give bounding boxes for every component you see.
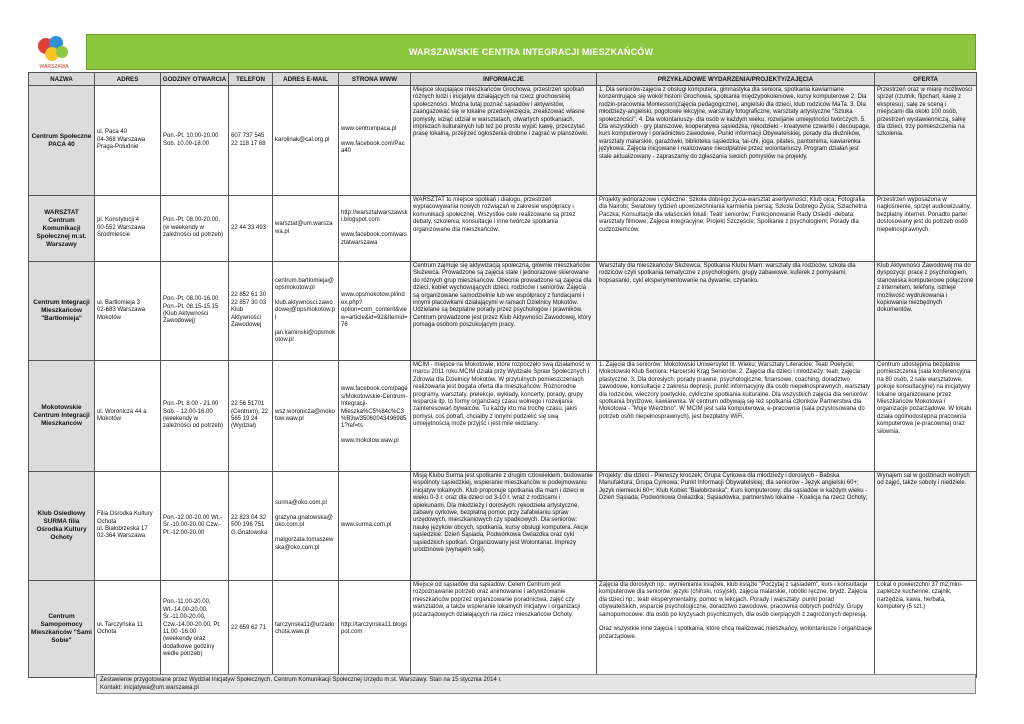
header-cell: STRONA WWW bbox=[339, 73, 411, 86]
table-row bbox=[29, 472, 977, 581]
hours-cell: Pon.-Pt. 08.00-20.00, (w weekendy w zależności od potrzeb) bbox=[161, 196, 229, 262]
address-cell: ul. Paca 40 04-368 Warszawa Praga-Południe bbox=[95, 86, 161, 196]
table-row bbox=[29, 196, 977, 262]
centers-table bbox=[28, 72, 977, 678]
table-row bbox=[29, 361, 977, 472]
name-cell: WARSZTAT Centrum Komunikacji Społecznej m.st. Warszawy bbox=[29, 196, 95, 262]
info-cell: Miejsce od sąsiadów dla sąsiadów. Celem Centrum jest rozpoznawanie potrzeb oraz animowanie i aktywizowanie mieszkańców poprzez organizowanie poradnictwa, zajęć czy warsztatów, a także wspieranie lokalnych inicjatyw i organizacji pozarządowych działających na rzecz mieszkańców Ochoty. bbox=[411, 581, 597, 678]
info-cell: WARSZTAT to miejsce spotkań i dialogu, przestrzeń wypracowywania nowych rozwiązań w zakresie współpracy i komunikacji społecznej. Wszystkie cele realizowane są przez debaty, szkolenia, konsultacje i inne twórcze spotkania organizowane dla mieszkańców. bbox=[411, 196, 597, 262]
offer-cell: Lokal o powierzchni 37 m2,mini-zaplecze kuchenne, czajnik, narzędzia, kawa, herbata, komputery (5 szt.) bbox=[875, 581, 977, 678]
www-cell[interactable]: www.facebook.com/pages/Mokotowskie-Centrum-Integracji-Mieszka%C5%84c%C3%B3w/350600434969851?ref=ts www.mokotow.waw.pl bbox=[339, 361, 411, 472]
name-cell: Klub Osiedlowy SURMA filia Ośrodka Kultury Ochoty bbox=[29, 472, 95, 581]
header-cell: INFORMACJE bbox=[411, 73, 597, 86]
address-cell: ul. Tarczyńska 11 Ochota bbox=[95, 581, 161, 678]
name-cell: Mokotowskie Centrum Integracji Mieszkańców bbox=[29, 361, 95, 472]
hours-cell: Pon.-Pt. 8.00 - 21.00 Sob. - 12.00-16.00 (weekendy w zależności od potrzeb) bbox=[161, 361, 229, 472]
footer-credit: Zestawienie przygotowane przez Wydział Inicjatyw Społecznych, Centrum Komunikacji Społecznej Urzędu m.st. Warszawy. Stan na 15 stycznia 2014 r. bbox=[100, 677, 502, 683]
events-cell: Projekty: dla dzieci - Pierwszy kroczek; Grupa Cyrkowa dla młodzieży i dorosłych - Babska Manufaktura; Grupa Cyrkowa; Punkt Informacji Obywatelskiej; dla seniorów - Język angielski 60+; Język niemiecki 60+; Klub Kobiet "Białobrzeska"; Kurs komputerowy; dla sąsiadów w każdym wieku - Dzień Sąsiada; Podwórkowa Gwiazdka; Sąsiadówka, partnerstwo lokalne - Koalicja na rzecz Ochoty; bbox=[597, 472, 875, 581]
phone-cell: 22 44 33 493 bbox=[229, 196, 273, 262]
phone-cell: 22 659 62 71 bbox=[229, 581, 273, 678]
www-cell[interactable]: www.centrumpaca.pl www.facebook.com/Paca40 bbox=[339, 86, 411, 196]
offer-cell: Klub Aktywności Zawodowej ma do dyspozycji: pracę z psychologiem, stanowiska komputerowe połączone z internetem, telefony, istnieje możliwość wydrukowania i kopiowania niezbędnych dokumentów. bbox=[875, 262, 977, 361]
hours-cell: Pon.-Pt. 08.00-16.00 Pon.-Pt. 08.15-15.15 (Klub Aktywności Zawodowej) bbox=[161, 262, 229, 361]
email-cell[interactable]: warsztat@um.warszawa.pl bbox=[273, 196, 339, 262]
table-row bbox=[29, 581, 977, 678]
name-cell: Centrum Społeczne PACA 40 bbox=[29, 86, 95, 196]
offer-cell: Przestrzeń wyposażona w nagłośnienie, sprzęt audiowizualny, bezpłatny internet. Ponadto parter dostosowany jest do potrzeb osób niepełnosprawnych. bbox=[875, 196, 977, 262]
offer-cell: Centrum udostępnia bezpłatnie pomieszczenia (sala konferencyjna na 80 osób, 2 sale warsztatowe, pokoje konsultacyjne) na inicjatywy lokalne organizowane przez Mieszkańców Mokotowa i organizacje pozarządowe. W lokalu działa ogólnodostępna pracownia komputerowa (e-pracownia) oraz siłownia. bbox=[875, 361, 977, 472]
events-cell: 1. Zajęcia dla seniorów: Mokotowski Uniwersytet III. Wieku; Warsztaty Literackie; Teatr Poetycki; Mokotowski Klub Seniora; Harcerski Krąg Seniorów. 2. Zajęcia dla dzieci i młodzieży: teatr, zajęcia plastyczne. 3. Dla dorosłych: porady prawne, psychologiczne, finansowe, coaching, doradztwo zawodowe, konsultacje z zakresu depresji, punkt informacyjny dla osób niepełnosprawnych, warsztaty dla rodziców, wieczory poetyckie, cykliczne spotkania kulturalne. Dla wszystkich zajęcia dla seniorów: spotkania brydżowe, kawiarenka. W centrum odbywają się też spotkania członków Partnerstwa dla Mokotowa - "Moje Wierzbno". W MCIM jest sala komputerowa, e-pracownia (sala przystosowana do potrzeb osób niepełnosprawnych), jest bezpłatny WiFi. bbox=[597, 361, 875, 472]
events-cell: Projekty jednorazowe i cykliczne: Szkoła dobrego życia-warsztat asertywności; Klub ojca; Fotografia dla Nairobi; Światowy tydzień upowszechniania karmienia piersią; Szkoła Dobrego Życia; Szlachetna Paczka; Konsultacje dla właścicieli lokali; Teatr seniorów; Funkcjonowanie Rady Osiedli -debata; warsztaty filmowe; Zajęcia integracyjne; Projekt Szczęście; Spotkanie z psychologiem; Porady dla cudzoziemców. bbox=[597, 196, 875, 262]
phone-cell: 607 737 545 22 118 17 68 bbox=[229, 86, 273, 196]
header-cell: TELEFON bbox=[229, 73, 273, 86]
table-header-row bbox=[29, 73, 977, 86]
www-cell[interactable]: www.surma.com.pl bbox=[339, 472, 411, 581]
footer-contact: Kontakt: inicjatywa@um.warszawa.pl bbox=[100, 685, 199, 691]
email-cell[interactable]: surma@oko.com.pl grazyna.gnatowska@oko.com.pl malgorzata.tomaszewska@oko.com.pl bbox=[273, 472, 339, 581]
svg-text:WARSZAWA: WARSZAWA bbox=[39, 64, 69, 70]
www-cell[interactable]: www.opsmokotow.pl/index.php?option=com_content&view=article&id=92&Itemid=76 bbox=[339, 262, 411, 361]
address-cell: Filia Ośrodka Kultury Ochota ul. Białobrzeska 17 02-364 Warszawa bbox=[95, 472, 161, 581]
hours-cell: Pon.-11.00-20.00, Wt.-14.00-20.00, Śr.-11.00-20.00, Czw.-14.00-20.00, Pt. 11.00 -16.00 (weekendy oraz dodatkowe godziny wedle potrzeb) bbox=[161, 581, 229, 678]
hours-cell: Pon.-12.00-20.00 Wt.-Śr.-10.00-20.00 Czw.-Pt.-12.00-20.00 bbox=[161, 472, 229, 581]
www-cell[interactable]: http://warsztatwarszawski.blogspot.com www.facebook.com/warsztatwarszawa bbox=[339, 196, 411, 262]
page-title: WARSZAWSKIE CENTRA INTEGRACJI MIESZKAŃCÓW bbox=[86, 34, 976, 70]
header-cell: ADRES bbox=[95, 73, 161, 86]
header-cell: NAZWA bbox=[29, 73, 95, 86]
logo bbox=[28, 30, 80, 72]
address-cell: ul. Bartłomieja 3 02-683 Warszawa Mokotów bbox=[95, 262, 161, 361]
phone-cell: 22 823 04 32 500 196 751 G.Gnatowska bbox=[229, 472, 273, 581]
table-row bbox=[29, 86, 977, 196]
info-cell: Centrum zajmuje się aktywizacją społeczną, głównie mieszkańców Służewca. Prowadzone są zajęcia stałe i jednorazowe skierowane do różnych grup mieszkańców. Obecnie prowadzone są zajęcia dla dzieci, kobiet wychowujących dzieci, rodziców i seniorów. Zajęcia są organizowane samodzielnie lub we współpracy z fundacjami i innymi placówkami działającymi w ramach Dzielnicy Mokotów. Udzielane są bezpłatne porady przez psychologów i prawników. Centrum prowadzone jest przez Klub Aktywności Zawodowej, który pomaga osobom poszukującym pracy. bbox=[411, 262, 597, 361]
events-cell: Zajęcia dla dorosłych np.: wymieniania książek, klub książki "Poczytaj z sąsiadem", kurs i konsultacje komputerowe dla seniorów; języki (chiński, rosyjski), zajęcia malarskie, robótki ręczne, brydż. Zajęcia dla dzieci np.: teatr eksperymentalny, pomoc w lekcjach. Porady i warsztaty: punkt porad obywatelskich, wsparcie psychologiczne, doradztwo zawodowe, pracownia dobrych podróży. Grupy samopomocowe: dla osób po kryzysach psychicznych, dla osób cierpiących z zagrożonych depresją. Oraz wszystkie inne zajęcia i spotkania, które chcą realizować mieszkańcy, wolontariusze i organizacje pozarządowe. bbox=[597, 581, 875, 678]
phone-cell: 22 852 61 30 22 857 30 03 Klub Aktywności Zawodowej bbox=[229, 262, 273, 361]
name-cell: Centrum Samopomocy Mieszkańców "Sami Sobie" bbox=[29, 581, 95, 678]
address-cell: ul. Woronicza 44 a Mokotów bbox=[95, 361, 161, 472]
email-cell[interactable]: karolinak@cal.org.pl bbox=[273, 86, 339, 196]
offer-cell: Wynajem sal w godzinach wolnych od zajęć, także soboty i niedziele. bbox=[875, 472, 977, 581]
www-cell[interactable]: http://tarczynska11.blogspot.com bbox=[339, 581, 411, 678]
header-cell: ADRES E-MAIL bbox=[273, 73, 339, 86]
email-cell[interactable]: centrum.bartlomieja@opsmokotow.pl klub.aktywnosci.zawodowej@opsmokotow.pl jan.kaminski@opsmokotow.pl bbox=[273, 262, 339, 361]
hours-cell: Pon.-Pt. 10.00-20.00 Sob. 10.00-18.00 bbox=[161, 86, 229, 196]
info-cell: Misją Klubu Surma jest spotkanie z drugim człowiekiem, budowanie wspólnoty sąsiedzkiej, wspieranie mieszkańców w podejmowaniu inicjatyw lokalnych. Klub proponuje spotkania dla mam i dzieci w wieku 0-3 r. oraz dla dzieci od 3-10 r. wraz z rodzicami i opiekunami. Dla młodzieży i dorosłych: rękodzieła artystyczne, zabawy cyrkowe, bezpłatną pomoc przy zafatwianiu spraw urzędowych, mieszkaniowych czy spadkowych. Dla seniorów: naukę języków obcych, spotkania, kursy obsługi komputera. Akcje sąsiedzkie: Dzień Sąsiada, Podwórkowa Gwiazdka oraz cykl sąsiedzkich spotkań. Organizowany jest Wolontariat. Imprezy urodzinowe (wynajem sali). bbox=[411, 472, 597, 581]
header-cell: OFERTA bbox=[875, 73, 977, 86]
header-cell: GODZINY OTWARCIA bbox=[161, 73, 229, 86]
info-cell: MCIM - miejsce na Mokotowie, które rozpoczęło swą działalność w marcu 2011 roku.MCIM działa przy Wydziale Spraw Społecznych i Zdrowia dla Dzielnicy Mokotów. W przytulnych pomieszczeniach realizowana jest bogata oferta dla mieszkańców. Różnorodne programy, warsztaty, prelekcje, wykłady, koncerty, porady, grupy wsparcia itp. to formy organizacji czasu wolnego i rozwijania zainteresowań bywalców. Tu każdy kto ma trochę czasu, jakiś pomysł, coś potrafi, chciałby z innymi podzielić się swą umiejętnością może przyjść i jest mile widziany. bbox=[411, 361, 597, 472]
table-row bbox=[29, 262, 977, 361]
email-cell[interactable]: wsz.woronicza@mokotow.waw.pl bbox=[273, 361, 339, 472]
offer-cell: Przestrzeń oraz w miarę możliwości sprzęt (rzutnik, flipchart, kawę z ekspresu), salę ze sceną i miejscami dla około 100 osób, przestrzeń wystawienniczą, salkę dla dzieci, trzy pomieszczenia na szkolenia. bbox=[875, 86, 977, 196]
header-cell: PRZYKŁADOWE WYDARZENIA/PROJEKTY/ZAJĘCIA bbox=[597, 73, 875, 86]
address-cell: pl. Konstytucji 4 00-552 Warszawa Śródmieście bbox=[95, 196, 161, 262]
info-cell: Miejsce skupiające mieszkańców Grochowa, przestrzeń spotkań różnych ludzi i inicjatyw działających na rzecz grochowskiej społeczności. Można tutaj poznać sąsiadów i aktywistów, zaangażować się w lokalne przedsięwzięcia, zrealizować własne pomysły, wziąć udział w warsztatach, otwartych spotkaniach, imprezach kulturalnych lub też po prostu wypić kawę, przeczytać prasę lokalną, przejrzeć ogłoszenia drobne i zagrać w planszówki. bbox=[411, 86, 597, 196]
phone-cell: 22 56 51701 (Centrum), 22 565 19 24 (Wydział) bbox=[229, 361, 273, 472]
name-cell: Centrum Integracji Mieszkańców "Bartłomieja" bbox=[29, 262, 95, 361]
footer-note bbox=[96, 674, 976, 694]
email-cell[interactable]: tarczynska11@urzadochota.waw.pl bbox=[273, 581, 339, 678]
events-cell: 1. Dla seniorów-zajęcia z obsługi komputera, gimnastyka dla seniora, spotkania kawiarniane konzentrujące się wokół historii Grochowa, spotkania międzypokoleniowe, kursy komputerowe 2. Dla rodzin-pracownia Montessori(zajęcia pedagogiczne), angielski dla dzieci, klub rodziców MaTa. 3. Dla młodzieży-angielski, pogotowie lekcyjne, warsztaty fotograficzne, warsztaty artystyczne "Sztuka społeczności". 4. Dla wolontariuszy- dla osób w każdym wieku, rozwijanie umiejętności twórczych. 5. Dla wszystkich - gry planszowe, kooperatywa sąsiedzka, rękodzieło - kreatywne czwartki i decoupage, kurs komputerowy i poradnictwo zawodowe, Punkt Informacji Obywatelskiej, porady dla dłużników, warsztaty malarskie, garażówki, biblioteka sąsiedzka, tai-chi, joga, pilates, pantomima, kawiarenka językowa. Zajęcia inicjowane i realizowane nieodpłatnie przez wolontariuszy. Program działań jest stale aktualizowany - zapraszamy do zgłaszania swoich pomysłów na projekty. bbox=[597, 86, 875, 196]
events-cell: Warsztaty dla mieszkańców Służewca; Spotkania Klubu Mam: warsztaty dla rodziców, szkoła dla rodziców czyli spotkania tematyczne z psychologiem, grupy zabawowe, kuferek z pomysłami, hopsasanki, cykl eksperymentowanie na dywanie, czytanko. bbox=[597, 262, 875, 361]
